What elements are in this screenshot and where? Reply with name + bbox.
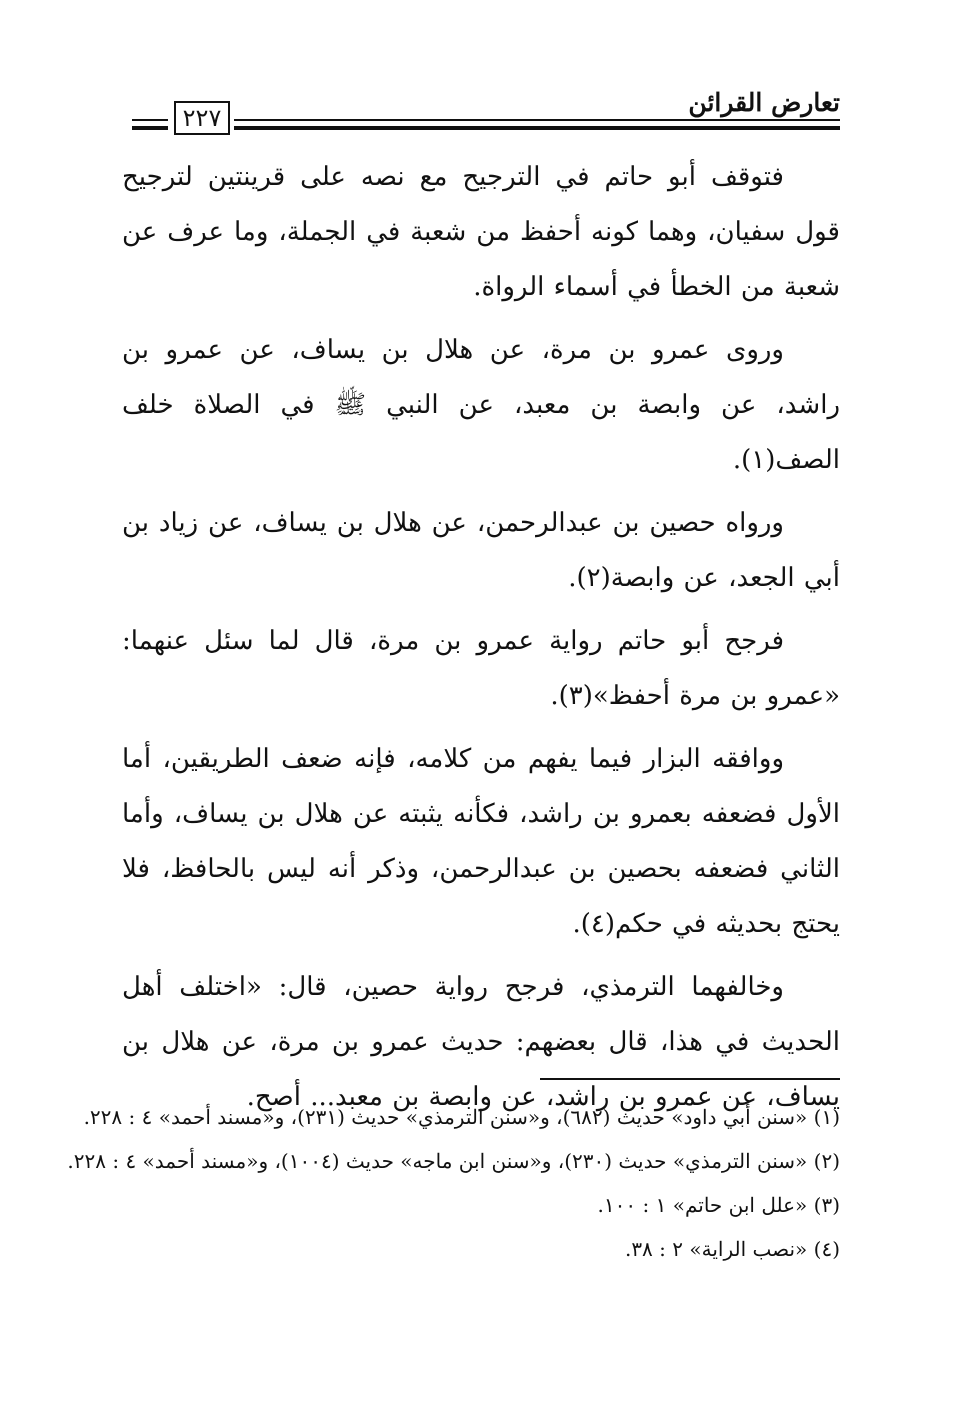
paragraph-1: فتوقف أبو حاتم في الترجيح مع نصه على قرينتين لترجيح قول سفيان، وهما كونه أحفظ من شعبة في الجملة، وما عرف عن شعبة من الخطأ في أسماء الرواة. [122, 162, 840, 302]
paragraph-2: وروى عمرو بن مرة، عن هلال بن يساف، عن عمرو بن راشد، عن وابصة بن معبد، عن النبي ﷺ في الصلاة خلف الصف(١). [122, 335, 840, 475]
footnote-4: (٤) «نصب الراية» ٢ : ٣٨. [624, 1237, 840, 1261]
footnote-1: (١) «سنن أبي داود» حديث (٦٨٢)، و«سنن الترمذي» حديث (٢٣١)، و«مسند أحمد» ٤ : ٢٢٨. [83, 1105, 840, 1129]
header-left-rule-thick [132, 126, 168, 130]
paragraph-5: ووافقه البزار فيما يفهم من كلامه، فإنه ضعف الطريقين، أما الأول فضعفه بعمرو بن راشد، فكأنه يثبته عن هلال بن يساف، وأما الثاني فضعفه بحصين بن عبدالرحمن، وذكر أنه ليس بالحافظ، فلا يحتج بحديثه في حكم(٤). [122, 744, 840, 939]
header-left-rule [132, 119, 168, 132]
body-text [122, 150, 840, 1125]
paragraph-6: وخالفهما الترمذي، فرجح رواية حصين، قال: «اختلف أهل الحديث في هذا، قال بعضهم: حديث عمرو بن مرة، عن هلال بن يساف، عن عمرو بن راشد، عن وابصة بن معبد... أصح. [122, 972, 840, 1112]
page-header [122, 86, 840, 140]
footnotes [67, 1095, 840, 1271]
header-left-rule-thin [132, 119, 168, 121]
paragraph-4: فرجح أبو حاتم رواية عمرو بن مرة، قال لما سئل عنهما: «عمرو بن مرة أحفظ»(٣). [122, 626, 840, 711]
paragraph-3: ورواه حصين بن عبدالرحمن، عن هلال بن يساف، عن زياد بن أبي الجعد، عن وابصة(٢). [122, 508, 840, 593]
header-rule-thin [234, 119, 840, 121]
header-rule [234, 119, 840, 132]
footnote-3: (٣) «علل ابن حاتم» ١ : ١٠٠. [597, 1193, 840, 1217]
header-rule-thick [234, 126, 840, 130]
page-number: ٢٢٧ [174, 101, 230, 135]
footnote-2: (٢) «سنن الترمذي» حديث (٢٣٠)، و«سنن ابن ماجه» حديث (١٠٠٤)، و«مسند أحمد» ٤ : ٢٢٨. [67, 1149, 840, 1173]
footnote-separator [540, 1078, 840, 1080]
running-head: تعارض القرائن [688, 88, 840, 117]
